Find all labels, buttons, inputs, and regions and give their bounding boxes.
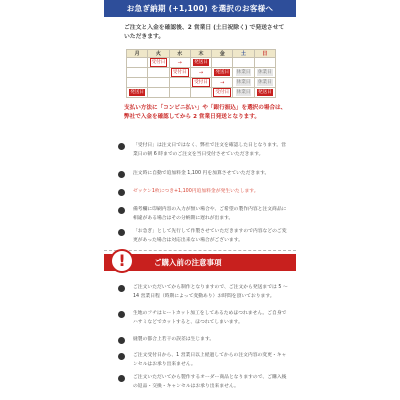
accept-day-tag: 受付日 bbox=[215, 90, 230, 95]
list-item-text: 「お急ぎ」として先行して作製させていただきますので内容などのご変更があった場合は対応出来ない場合がございます。 bbox=[133, 229, 287, 243]
list-item bbox=[118, 142, 290, 159]
ship-day-tag: 発送日 bbox=[215, 70, 230, 75]
day-tue: 火 bbox=[148, 50, 169, 58]
holiday-tag: 休業日 bbox=[236, 90, 251, 95]
bullet-icon bbox=[118, 311, 125, 318]
day-sun: 日 bbox=[254, 50, 275, 58]
list-item-text: ゼッケン1枚につき+1,100円追加料金が発生いたします。 bbox=[133, 189, 259, 194]
list-item-text: ご注文いただいてから製作するオーダー商品となりますので、ご購入後の返品・交換・キャンセルはお承り出来ません。 bbox=[133, 375, 287, 389]
list-item bbox=[118, 336, 290, 345]
accept-day-tag: 受付日 bbox=[194, 80, 208, 85]
bullet-icon bbox=[118, 375, 125, 382]
holiday-tag: 休業日 bbox=[236, 70, 251, 75]
holiday-tag: 休業日 bbox=[257, 80, 272, 85]
day-sat: 土 bbox=[233, 50, 254, 58]
arrow-icon: → bbox=[177, 59, 182, 66]
lead-text: ご注文と入金を確認後、2 営業日 (土日祝除く) で発送させていただきます。 bbox=[124, 25, 285, 40]
list-item bbox=[118, 228, 290, 245]
section-divider bbox=[104, 250, 296, 251]
bullet-icon bbox=[118, 143, 125, 150]
payment-note: 支払い方法に「コンビニ払い」や「銀行振込」を選択の場合は、弊社で入金を確認してから 2 営業日発送となります。 bbox=[124, 105, 287, 120]
bullet-icon bbox=[118, 337, 125, 344]
bullet-icon bbox=[118, 207, 125, 214]
calendar-header-row bbox=[127, 50, 276, 58]
day-fri: 金 bbox=[212, 50, 233, 58]
shipping-calendar bbox=[126, 49, 276, 98]
list-item bbox=[118, 310, 290, 327]
notice-title: ご購入前の注意事項 bbox=[154, 258, 222, 267]
holiday-tag: 休業日 bbox=[257, 70, 272, 75]
calendar-row bbox=[127, 58, 276, 68]
arrow-icon: → bbox=[220, 79, 225, 86]
bullet-icon bbox=[118, 285, 125, 292]
list-item bbox=[118, 352, 290, 369]
day-thu: 木 bbox=[190, 50, 211, 58]
page-header: お急ぎ納期 (+1,100) を選択のお客様へ bbox=[104, 0, 296, 17]
list-item-text: 備考欄に印刷内容の入力が無い場合や、ご希望の製作内容と注文商品に相違がある場合はその分納期に遅れが出ます。 bbox=[133, 207, 287, 221]
bullet-icon bbox=[118, 171, 125, 178]
list-item-text: 「受付日」は注文日ではなく、弊社で注文を確認した日となります。営業日の朝 6 時までのご注文を当日受付させていただきます。 bbox=[133, 143, 287, 157]
list-item bbox=[118, 170, 290, 179]
exclamation-icon: ! bbox=[110, 249, 134, 273]
notice-header bbox=[104, 251, 296, 271]
list-item bbox=[118, 284, 290, 301]
list-item-text: ご注文受付日から、1 営業日以上経過してからの注文内容の変更・キャンセルはお承り出来ません。 bbox=[133, 353, 287, 367]
accept-day-tag: 受付日 bbox=[151, 60, 166, 65]
calendar-row bbox=[127, 68, 276, 78]
accept-day-tag: 受付日 bbox=[172, 70, 187, 75]
ship-day-tag: 発送日 bbox=[257, 90, 272, 95]
day-mon: 月 bbox=[127, 50, 148, 58]
list-item-text: ご注文いただいてから制作となりますので、ご注文から発送までは 5 ～ 14 営業日程（時期によって変動あり）お時間を頂いております。 bbox=[133, 285, 288, 299]
list-item bbox=[118, 374, 290, 391]
day-wed: 水 bbox=[169, 50, 190, 58]
list-item bbox=[118, 188, 290, 197]
calendar-row bbox=[127, 88, 276, 98]
list-item-text: 縫製の都合上若干の誤差は生じます。 bbox=[133, 337, 215, 342]
bullet-icon bbox=[118, 229, 125, 236]
bullet-icon bbox=[118, 189, 125, 196]
list-item-text: 生地のフチはヒートカット加工をしてあるためほつれません。ご自身でハサミなどでカットすると、ほつれてしまいます。 bbox=[133, 311, 287, 325]
page-panel bbox=[104, 0, 296, 400]
bullet-icon bbox=[118, 353, 125, 360]
ship-day-tag: 発送日 bbox=[194, 60, 208, 65]
list-item-text: 注文時に自動で追加料金 1,100 円を加算させていただきます。 bbox=[133, 171, 270, 176]
list-item bbox=[118, 206, 290, 223]
calendar-row bbox=[127, 78, 276, 88]
arrow-icon: → bbox=[198, 69, 204, 76]
holiday-tag: 休業日 bbox=[236, 80, 251, 85]
ship-day-tag: 発送日 bbox=[130, 90, 145, 95]
